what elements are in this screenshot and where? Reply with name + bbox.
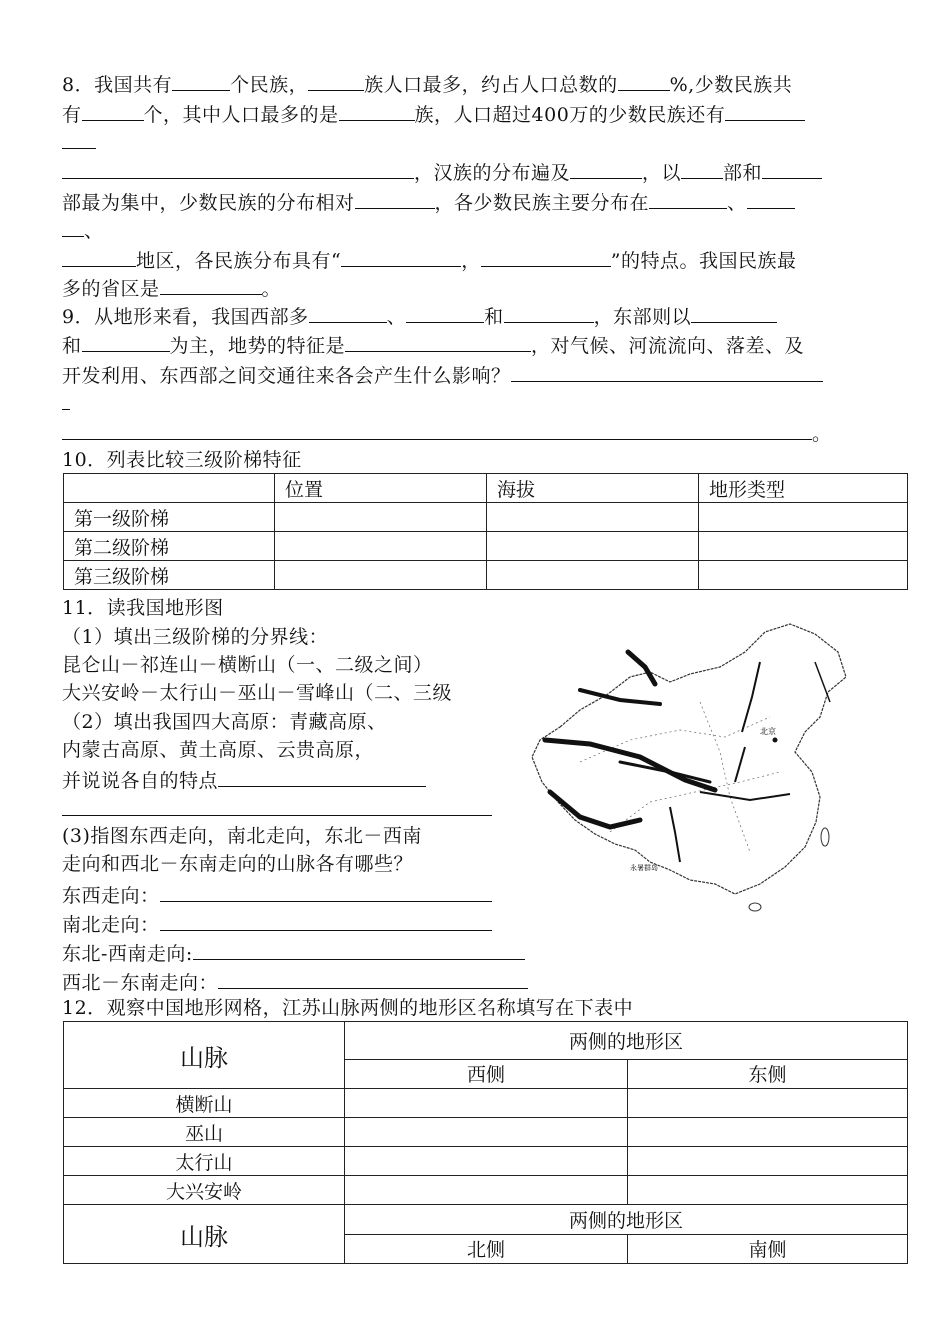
- q9-text: 为主，地势的特征是: [169, 335, 346, 357]
- q8-line-4: [62, 158, 822, 185]
- header-group: 两侧的地形区: [345, 1022, 908, 1060]
- taiwan-island: [821, 828, 829, 846]
- q8-text: 、: [727, 192, 747, 214]
- tianshan-mountains: [580, 690, 660, 704]
- table-header: 地形类型: [699, 474, 908, 503]
- china-terrain-map: [520, 622, 850, 922]
- q9-line-2: [62, 331, 804, 358]
- q9-line-4: [62, 389, 70, 416]
- q9-text: ，对气候、河流流向、落差、及: [531, 335, 805, 357]
- table-row: [64, 503, 908, 532]
- blank[interactable]: [172, 70, 230, 91]
- altai-mountains: [628, 652, 655, 684]
- q11-line-6: [62, 766, 426, 793]
- blank[interactable]: [341, 246, 461, 267]
- header-group-2: 两侧的地形区: [345, 1205, 908, 1235]
- blank[interactable]: [681, 158, 723, 179]
- q8-text: 8．我国共有: [62, 74, 173, 96]
- answer-cell[interactable]: [699, 503, 908, 532]
- q11-nesw-line: [62, 939, 525, 966]
- q8-text: 地区，各民族分布具有“: [136, 250, 342, 272]
- beijing-label: 北京: [760, 727, 776, 736]
- china-outline: [532, 624, 846, 894]
- table-row: [64, 561, 908, 590]
- q8-text: 部和: [723, 162, 763, 184]
- blank[interactable]: [747, 188, 795, 209]
- blank[interactable]: [511, 361, 823, 382]
- q8-text: ，汉族的分布遍及: [414, 162, 571, 184]
- blank[interactable]: [355, 188, 435, 209]
- blank[interactable]: [618, 70, 670, 91]
- blank[interactable]: [82, 100, 144, 121]
- q12-table: [63, 1021, 908, 1264]
- blank[interactable]: [62, 128, 96, 149]
- row-label: 第一级阶梯: [64, 503, 275, 532]
- himalaya-mountains: [550, 792, 640, 827]
- changbai-mountains: [815, 662, 830, 702]
- island-label: 永暑群岛: [630, 864, 658, 872]
- blank[interactable]: [725, 100, 805, 121]
- q8-text: 个，其中人口最多的是: [143, 104, 339, 126]
- q11-ns-line: [62, 910, 492, 937]
- blank[interactable]: [62, 389, 70, 410]
- blank[interactable]: [62, 419, 812, 440]
- answer-cell[interactable]: [275, 503, 487, 532]
- blank[interactable]: [218, 766, 426, 787]
- row-label: 巫山: [64, 1118, 345, 1147]
- row-label: 太行山: [64, 1147, 345, 1176]
- table-header: 海拔: [487, 474, 699, 503]
- blank[interactable]: [649, 188, 727, 209]
- q11-text: 走向和西北－东南走向的山脉各有哪些？: [62, 853, 414, 875]
- q10-title: 10．列表比较三级阶梯特征: [62, 449, 302, 471]
- province-border: [700, 702, 750, 852]
- table-row: [64, 1089, 908, 1118]
- blank[interactable]: [160, 881, 492, 902]
- blank[interactable]: [160, 910, 492, 931]
- q11-title: 11．读我国地形图: [62, 597, 224, 619]
- table-row: [64, 1147, 908, 1176]
- q11-text: 昆仑山－祁连山－横断山（一、二级之间）: [62, 654, 433, 676]
- q9-line-1: [62, 302, 777, 329]
- province-border: [580, 717, 770, 762]
- blank[interactable]: [62, 216, 84, 237]
- q8-text: 。: [261, 278, 282, 300]
- table-row: [64, 532, 908, 561]
- q9-text: 和: [62, 335, 82, 357]
- table-row: [64, 1022, 908, 1060]
- daxinganling-mountains: [742, 662, 760, 732]
- q8-line-1: [62, 70, 792, 97]
- answer-cell[interactable]: [628, 1118, 908, 1147]
- answer-cell[interactable]: [487, 532, 699, 561]
- q8-text: ”的特点。我国民族最: [610, 250, 797, 272]
- q11-text: (3)指图东西走向，南北走向，东北－西南: [62, 825, 422, 847]
- q11-text: （1）填出三级阶梯的分界线：: [62, 626, 329, 648]
- q8-text: 有: [62, 104, 82, 126]
- q9-text: 。: [812, 423, 832, 445]
- answer-cell[interactable]: [345, 1147, 628, 1176]
- q8-text: 个民族，: [230, 74, 309, 96]
- row-label: 大兴安岭: [64, 1176, 345, 1205]
- q8-text: %,少数民族共: [669, 74, 793, 96]
- answer-cell[interactable]: [275, 532, 487, 561]
- q10-table: [63, 473, 908, 590]
- answer-cell[interactable]: [628, 1147, 908, 1176]
- blank[interactable]: [62, 246, 136, 267]
- answer-cell[interactable]: [345, 1089, 628, 1118]
- q9-line-3: [62, 361, 823, 388]
- q9-text: 和: [484, 306, 504, 328]
- q11-text: 东西走向：: [62, 885, 160, 907]
- q8-line-7: [62, 246, 796, 273]
- q11-text: 并说说各自的特点: [62, 770, 219, 792]
- blank[interactable]: [308, 70, 364, 91]
- q11-text: 内蒙古高原、黄土高原、云贵高原，: [62, 739, 375, 761]
- blank[interactable]: [62, 795, 492, 816]
- q11-text: 南北走向：: [62, 914, 160, 936]
- q8-text: 多的省区是: [62, 278, 160, 300]
- blank[interactable]: [570, 158, 642, 179]
- blank[interactable]: [82, 331, 170, 352]
- blank[interactable]: [218, 968, 528, 989]
- hengduan-mountains: [670, 807, 680, 862]
- row-label: 第二级阶梯: [64, 532, 275, 561]
- q8-line-5: [62, 188, 795, 215]
- beijing-marker: [773, 738, 778, 743]
- q8-text: ，: [461, 250, 481, 272]
- answer-cell[interactable]: [628, 1176, 908, 1205]
- q11-text: 大兴安岭－太行山－巫山－雪峰山（二、三级: [62, 682, 453, 704]
- blank[interactable]: [160, 274, 262, 295]
- q8-text: 族，人口超过400万的少数民族还有: [414, 104, 726, 126]
- blank[interactable]: [193, 939, 525, 960]
- blank[interactable]: [339, 100, 415, 121]
- answer-cell[interactable]: [345, 1118, 628, 1147]
- q8-text: 、: [84, 220, 104, 242]
- blank[interactable]: [762, 158, 822, 179]
- q8-text: 部最为集中，少数民族的分布相对: [62, 192, 355, 214]
- answer-cell[interactable]: [487, 503, 699, 532]
- q8-line-8: [62, 274, 281, 301]
- q8-text: ，以: [642, 162, 682, 184]
- header-mountain-2: 山脉: [64, 1205, 345, 1264]
- answer-cell[interactable]: [345, 1176, 628, 1205]
- table-row: [64, 1176, 908, 1205]
- q9-text: 开发利用、东西部之间交通往来各会产生什么影响？: [62, 365, 511, 387]
- q9-text: 9．从地形来看，我国西部多: [62, 306, 309, 328]
- answer-cell[interactable]: [699, 532, 908, 561]
- row-label: 横断山: [64, 1089, 345, 1118]
- qinling-mountains: [700, 792, 790, 800]
- blank[interactable]: [504, 302, 594, 323]
- answer-cell[interactable]: [699, 561, 908, 590]
- row-label: 第三级阶梯: [64, 561, 275, 590]
- answer-cell[interactable]: [487, 561, 699, 590]
- header-mountain: 山脉: [64, 1022, 345, 1089]
- q12-title: 12．观察中国地形网格，江苏山脉两侧的地形区名称填写在下表中: [62, 997, 634, 1019]
- table-row: [64, 474, 908, 503]
- q9-text: ，东部则以: [593, 306, 692, 328]
- header-north: 北侧: [345, 1234, 628, 1264]
- hainan-island: [749, 903, 761, 911]
- table-cell: [64, 474, 275, 503]
- table-header: 位置: [275, 474, 487, 503]
- q8-text: ，各少数民族主要分布在: [434, 192, 650, 214]
- blank[interactable]: [406, 302, 484, 323]
- blank[interactable]: [481, 246, 611, 267]
- q11-line-blank: [62, 795, 492, 822]
- blank[interactable]: [62, 158, 414, 179]
- header-west: 西侧: [345, 1059, 628, 1088]
- q11-text: 西北－东南走向：: [62, 972, 219, 994]
- table-row: [64, 1118, 908, 1147]
- q11-ew-line: [62, 881, 492, 908]
- qilian-mountains: [620, 762, 710, 782]
- q8-line-6: [62, 216, 104, 243]
- answer-cell[interactable]: [275, 561, 487, 590]
- blank[interactable]: [345, 331, 531, 352]
- table-row: [64, 1205, 908, 1235]
- q9-text: 、: [386, 306, 407, 328]
- q11-text: 东北-西南走向:: [62, 943, 193, 965]
- q11-nwse-line: [62, 968, 528, 995]
- q8-text: 族人口最多，约占人口总数的: [364, 74, 618, 96]
- blank[interactable]: [309, 302, 387, 323]
- blank[interactable]: [691, 302, 777, 323]
- header-south: 南侧: [628, 1234, 908, 1264]
- q8-line-2: [62, 100, 805, 127]
- q11-text: （2）填出我国四大高原：青藏高原、: [62, 711, 387, 733]
- taihang-mountains: [735, 747, 745, 782]
- q9-line-5: [62, 419, 832, 446]
- answer-cell[interactable]: [628, 1089, 908, 1118]
- q8-line-3: [62, 128, 96, 155]
- header-east: 东侧: [628, 1059, 908, 1088]
